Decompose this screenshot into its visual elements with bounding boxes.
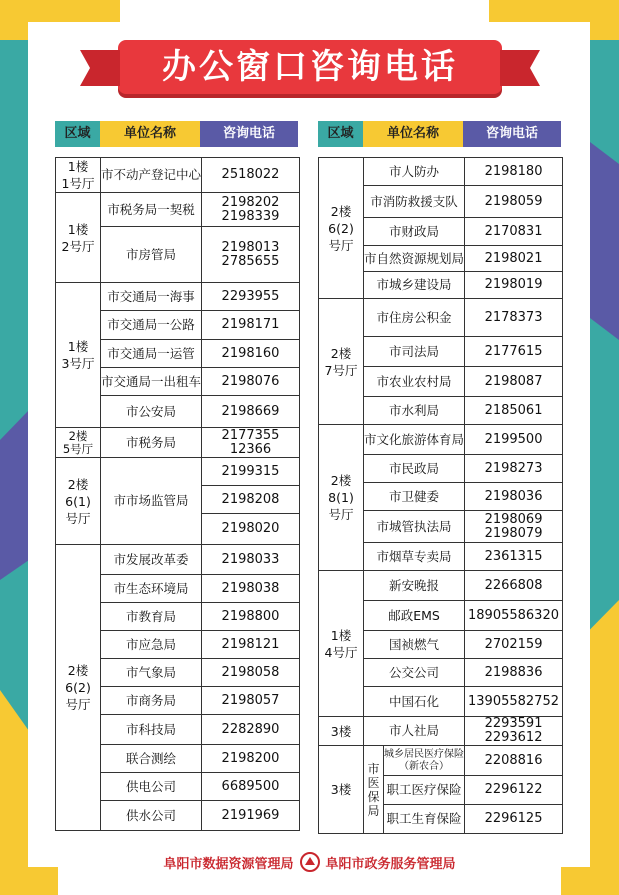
phone-cell: 13905582752 <box>465 687 563 717</box>
table-row <box>56 193 300 227</box>
unit-cell: 城乡居民医疗保险 （新农合） <box>384 746 465 776</box>
area-cell: 2楼 5号厅 <box>56 428 101 458</box>
phone-cell: 2198800 <box>202 603 300 631</box>
phone-cell: 2198019 <box>465 272 563 299</box>
phone-cell: 2198038 <box>202 575 300 603</box>
table-row <box>319 571 563 601</box>
phone-cell: 2185061 <box>465 397 563 425</box>
table-row <box>319 717 563 746</box>
phone-cell: 2518022 <box>202 158 300 193</box>
unit-cell: 市市场监管局 <box>101 458 202 545</box>
unit-cell: 市生态环境局 <box>101 575 202 603</box>
unit-cell: 公交公司 <box>364 659 465 687</box>
unit-cell: 市发展改革委 <box>101 545 202 575</box>
phone-cell: 2282890 <box>202 715 300 745</box>
phone-cell: 2198036 <box>465 483 563 511</box>
area-cell: 2楼 6(2) 号厅 <box>56 545 101 831</box>
phone-cell: 2293955 <box>202 283 300 311</box>
phone-cell: 2191969 <box>202 801 300 831</box>
table-row <box>319 425 563 455</box>
unit-cell: 市消防救援支队 <box>364 186 465 218</box>
phone-cell: 2361315 <box>465 543 563 571</box>
unit-cell: 市卫健委 <box>364 483 465 511</box>
left-table-header <box>55 121 298 147</box>
unit-cell: 市科技局 <box>101 715 202 745</box>
table-row <box>319 158 563 186</box>
unit-cell: 市交通局一海事 <box>101 283 202 311</box>
unit-cell: 市人防办 <box>364 158 465 186</box>
unit-cell: 职工生育保险 <box>384 805 465 834</box>
header-unit: 单位名称 <box>363 121 463 147</box>
phone-cell: 2198208 <box>202 486 300 514</box>
phone-cell: 2198058 <box>202 659 300 687</box>
area-cell: 2楼 7号厅 <box>319 299 364 425</box>
unit-cell: 市民政局 <box>364 455 465 483</box>
area-cell: 2楼 8(1) 号厅 <box>319 425 364 571</box>
table-row <box>56 458 300 486</box>
phone-cell: 2198836 <box>465 659 563 687</box>
unit-cell: 邮政EMS <box>364 601 465 631</box>
area-cell: 1楼 2号厅 <box>56 193 101 283</box>
phone-cell: 2296125 <box>465 805 563 834</box>
phone-cell: 2198273 <box>465 455 563 483</box>
phone-cell: 2198200 <box>202 745 300 773</box>
right-table-header <box>318 121 561 147</box>
unit-cell: 市气象局 <box>101 659 202 687</box>
phone-cell: 2177615 <box>465 337 563 367</box>
right-directory-table <box>318 157 563 834</box>
unit-cell: 职工医疗保险 <box>384 776 465 805</box>
header-area: 区域 <box>55 121 100 147</box>
unit-cell: 联合测绘 <box>101 745 202 773</box>
unit-cell: 市交通局一出租车 <box>101 368 202 396</box>
unit-cell: 市人社局 <box>364 717 465 746</box>
fuyang-gov-logo-icon <box>300 852 320 872</box>
unit-cell: 新安晚报 <box>364 571 465 601</box>
phone-cell: 2198020 <box>202 514 300 545</box>
unit-cell: 市水利局 <box>364 397 465 425</box>
unit-cell: 供电公司 <box>101 773 202 801</box>
phone-cell: 2170831 <box>465 218 563 246</box>
phone-cell: 2198033 <box>202 545 300 575</box>
unit-cell: 市教育局 <box>101 603 202 631</box>
footer <box>0 850 619 874</box>
table-row <box>56 283 300 311</box>
unit-cell: 供水公司 <box>101 801 202 831</box>
unit-cell: 市财政局 <box>364 218 465 246</box>
phone-cell: 2293591 2293612 <box>465 717 563 746</box>
unit-cell: 市住房公积金 <box>364 299 465 337</box>
phone-cell: 2198069 2198079 <box>465 511 563 543</box>
header-phone: 咨询电话 <box>463 121 561 147</box>
phone-cell: 2199315 <box>202 458 300 486</box>
area-cell: 1楼 4号厅 <box>319 571 364 717</box>
phone-cell: 2198202 2198339 <box>202 193 300 227</box>
table-row <box>319 299 563 337</box>
area-cell: 2楼 6(1) 号厅 <box>56 458 101 545</box>
unit-cell: 市交通局一运管 <box>101 340 202 368</box>
unit-cell: 中国石化 <box>364 687 465 717</box>
phone-cell: 2198180 <box>465 158 563 186</box>
phone-cell: 2198121 <box>202 631 300 659</box>
area-cell: 1楼 3号厅 <box>56 283 101 428</box>
area-cell: 2楼 6(2) 号厅 <box>319 158 364 299</box>
phone-cell: 2198021 <box>465 246 563 272</box>
unit-cell: 市税务局一契税 <box>101 193 202 227</box>
phone-cell: 2702159 <box>465 631 563 659</box>
unit-cell: 市应急局 <box>101 631 202 659</box>
unit-cell: 国祯燃气 <box>364 631 465 659</box>
unit-cell: 市不动产登记中心 <box>101 158 202 193</box>
table-row <box>56 428 300 458</box>
phone-cell: 2178373 <box>465 299 563 337</box>
footer-org-data-bureau: 阜阳市数据资源管理局 <box>163 856 294 872</box>
header-phone: 咨询电话 <box>200 121 298 147</box>
unit-cell: 市商务局 <box>101 687 202 715</box>
phone-cell: 6689500 <box>202 773 300 801</box>
phone-cell: 2198076 <box>202 368 300 396</box>
page-title: 办公窗口咨询电话 <box>162 47 458 87</box>
unit-cell: 市文化旅游体育局 <box>364 425 465 455</box>
table-row <box>56 545 300 575</box>
phone-cell: 2198669 <box>202 396 300 428</box>
table-row <box>319 746 563 776</box>
phone-cell: 2198160 <box>202 340 300 368</box>
unit-cell: 市烟草专卖局 <box>364 543 465 571</box>
unit-cell: 市房管局 <box>101 227 202 283</box>
unit-cell: 市农业农村局 <box>364 367 465 397</box>
unit-cell: 市自然资源规划局 <box>364 246 465 272</box>
unit-cell: 市公安局 <box>101 396 202 428</box>
unit-cell: 市司法局 <box>364 337 465 367</box>
table-row <box>56 158 300 193</box>
area-cell: 1楼 1号厅 <box>56 158 101 193</box>
unit-cell: 市交通局一公路 <box>101 311 202 340</box>
left-directory-table <box>55 157 300 831</box>
phone-cell: 2266808 <box>465 571 563 601</box>
phone-cell: 2198057 <box>202 687 300 715</box>
header-area: 区域 <box>318 121 363 147</box>
phone-cell: 18905586320 <box>465 601 563 631</box>
phone-cell: 2199500 <box>465 425 563 455</box>
area-cell: 3楼 <box>319 746 364 834</box>
header-unit: 单位名称 <box>100 121 200 147</box>
unit-cell: 市税务局 <box>101 428 202 458</box>
phone-cell: 2198171 <box>202 311 300 340</box>
phone-cell: 2198059 <box>465 186 563 218</box>
group-cell-medical-insurance: 市 医 保 局 <box>364 746 384 834</box>
phone-cell: 2177355 12366 <box>202 428 300 458</box>
footer-org-service-bureau: 阜阳市政务服务管理局 <box>325 856 456 872</box>
phone-cell: 2198087 <box>465 367 563 397</box>
area-cell: 3楼 <box>319 717 364 746</box>
phone-cell: 2208816 <box>465 746 563 776</box>
unit-cell: 市城乡建设局 <box>364 272 465 299</box>
unit-cell: 市城管执法局 <box>364 511 465 543</box>
title-banner <box>118 40 502 94</box>
phone-cell: 2198013 2785655 <box>202 227 300 283</box>
phone-cell: 2296122 <box>465 776 563 805</box>
